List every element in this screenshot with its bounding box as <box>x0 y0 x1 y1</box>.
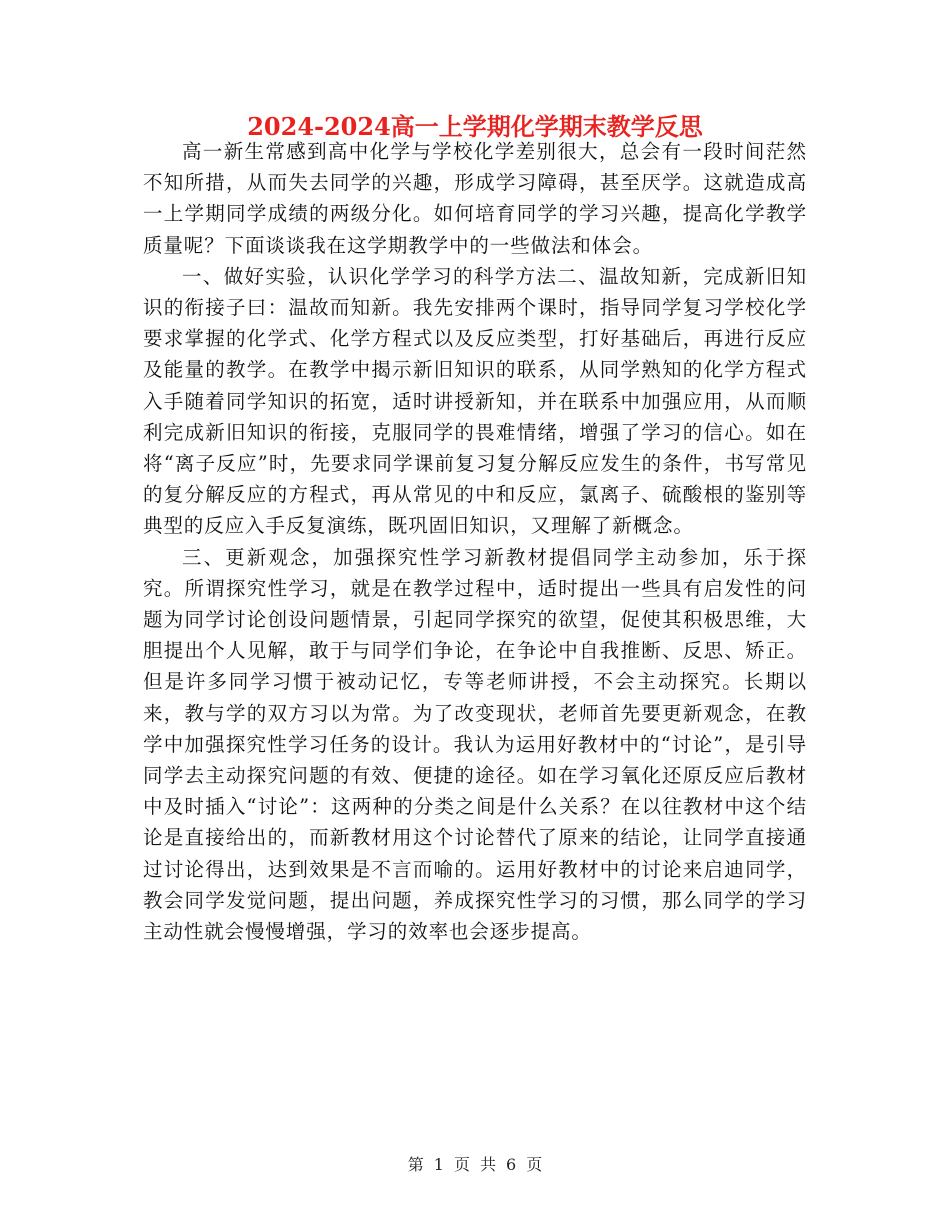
paragraph-1: 高一新生常感到高中化学与学校化学差别很大，总会有一段时间茫然不知所措，从而失去同学的兴趣，形成学习障碍，甚至厌学。这就造成高一上学期同学成绩的两级分化。如何培育同学的学习兴趣，提高化学教学质量呢？下面谈谈我在这学期教学中的一些做法和体会。 <box>143 140 807 257</box>
footer-page-number: 1 <box>433 1155 444 1174</box>
footer-suffix: 页 <box>526 1155 543 1174</box>
document-body <box>143 136 807 947</box>
document-title: 2024-2024高一上学期化学期末教学反思 <box>247 112 703 141</box>
page-footer <box>0 1154 950 1176</box>
paragraph-3: 三、更新观念，加强探究性学习新教材提倡同学主动参加，乐于探究。所谓探究性学习，就是在教学过程中，适时提出一些具有启发性的问题为同学讨论创设问题情景，引起同学探究的欲望，促使其积极思维，大胆提出个人见解，敢于与同学们争论，在争论中自我推断、反思、矫正。但是许多同学习惯于被动记忆，专等老师讲授，不会主动探究。长期以来，教与学的双方习以为常。为了改变现状，老师首先要更新观念，在教学中加强探究性学习任务的设计。我认为运用好教材中的“讨论”，是引导同学去主动探究问题的有效、便捷的途径。如在学习氧化还原反应后教材中及时插入“讨论”：这两种的分类之间是什么关系？在以往教材中这个结论是直接给出的，而新教材用这个讨论替代了原来的结论，让同学直接通过讨论得出，达到效果是不言而喻的。运用好教材中的讨论来启迪同学，教会同学发觉问题，提出问题，养成探究性学习的习惯，那么同学的学习主动性就会慢慢增强，学习的效率也会逐步提高。 <box>143 545 807 944</box>
footer-page-word: 页 <box>453 1155 470 1174</box>
paragraph-2: 一、做好实验，认识化学学习的科学方法二、温故知新，完成新旧知识的衔接子曰：温故而知新。我先安排两个课时，指导同学复习学校化学要求掌握的化学式、化学方程式以及反应类型，打好基础后，再进行反应及能量的教学。在教学中揭示新旧知识的联系，从同学熟知的化学方程式入手随着同学知识的拓宽，适时讲授新知，并在联系中加强应用，从而顺利完成新旧知识的衔接，克服同学的畏难情绪，增强了学习的信心。如在将“离子反应”时，先要求同学课前复习复分解反应发生的条件，书写常见的复分解反应的方程式，再从常见的中和反应，氯离子、硫酸根的鉴别等典型的反应入手反复演练，既巩固旧知识，又理解了新概念。 <box>143 264 807 538</box>
footer-total-pages: 6 <box>506 1155 517 1174</box>
footer-prefix: 第 <box>407 1155 424 1174</box>
footer-total-label: 共 <box>480 1155 497 1174</box>
